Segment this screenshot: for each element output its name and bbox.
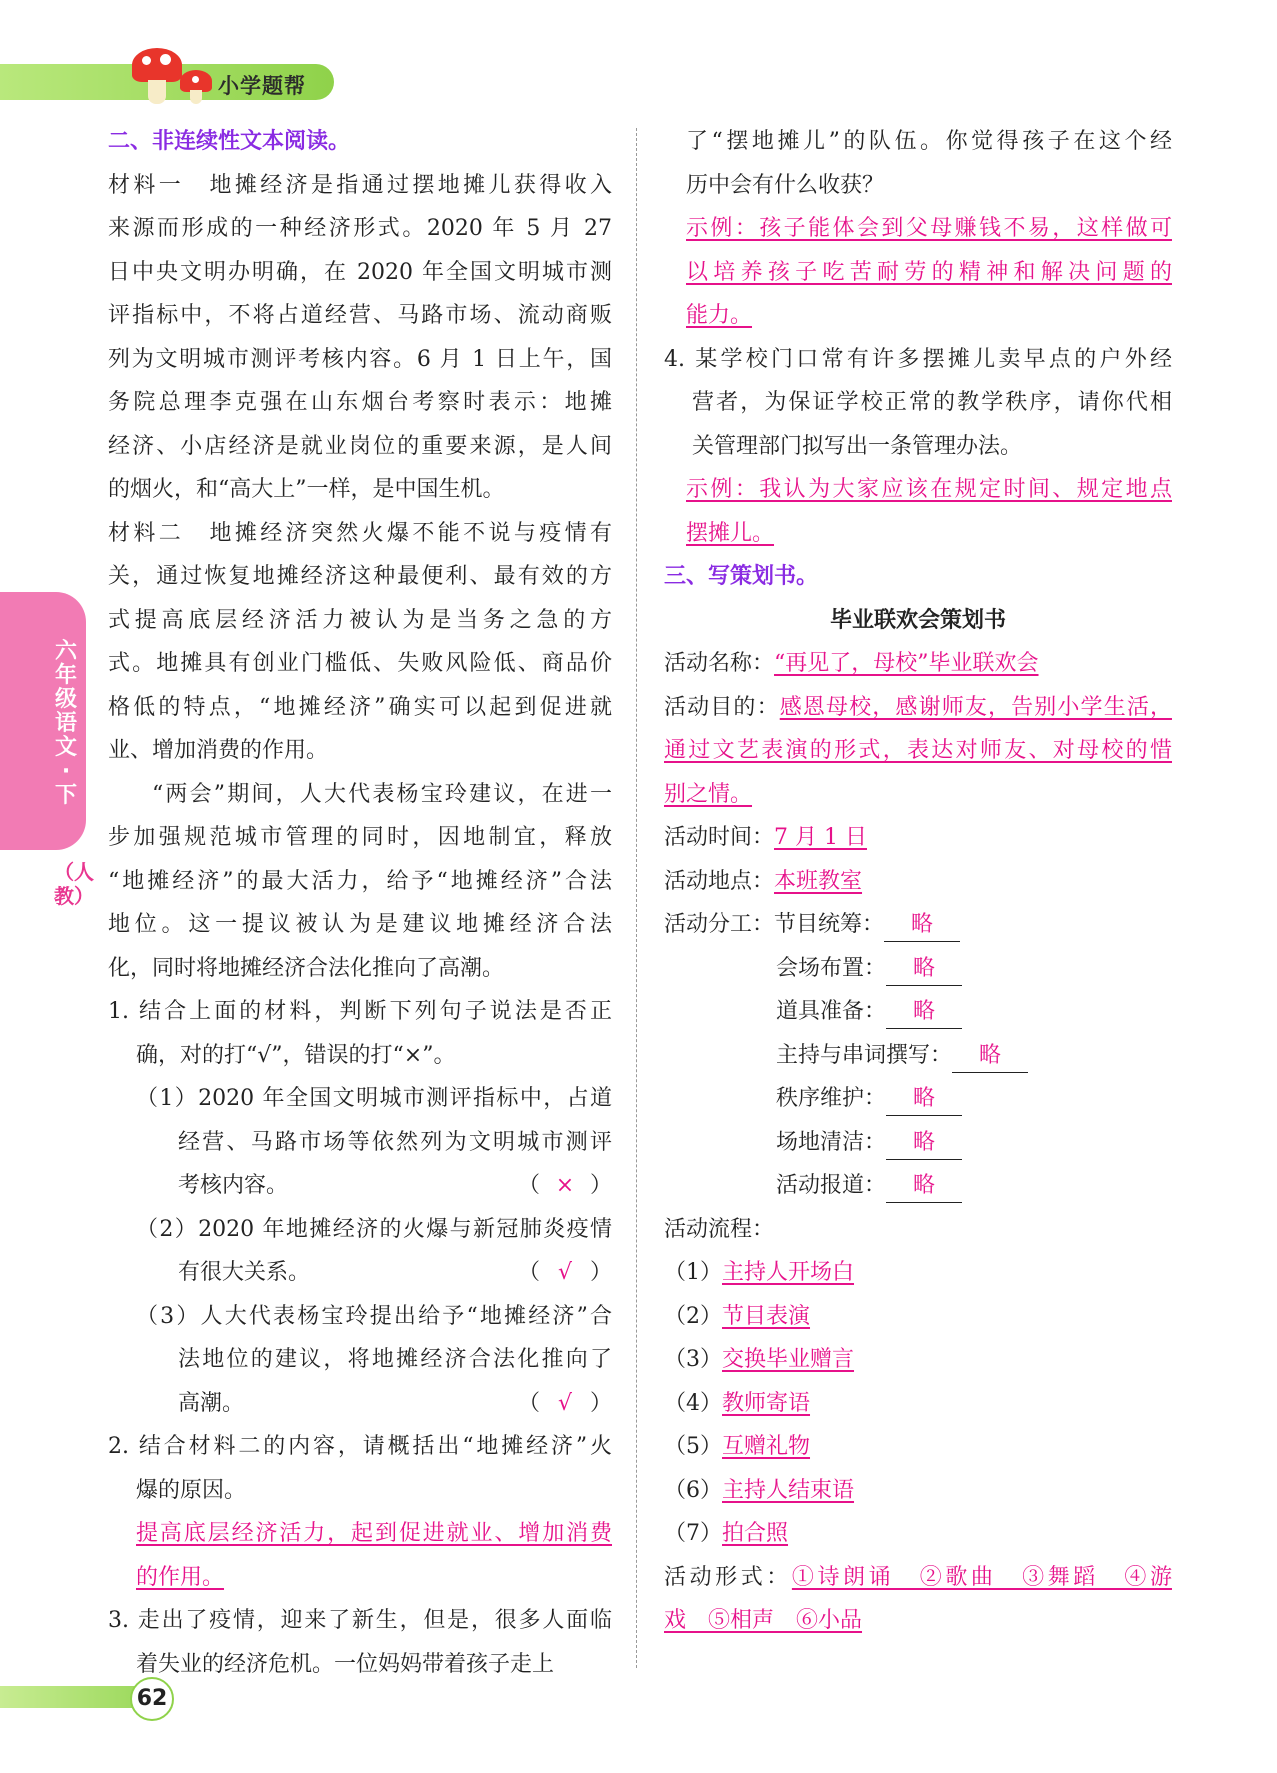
activity-time-value: 7 月 1 日 (774, 825, 867, 850)
activity-flow-label: 活动流程： (664, 1216, 775, 1242)
purpose-text: 通过文艺表演的形式，表达对师友、对母校的惜 (664, 738, 1172, 763)
role-label: 主持与串词撰写： (776, 1042, 953, 1068)
role-row (664, 1034, 1172, 1078)
material-1-line: 的烟火，和“高大上”一样，是中国生机。 (108, 477, 505, 502)
material-2-line: 关，通过恢复地摊经济这种最便利、最有效的方 (108, 564, 612, 589)
role-label: 场地清洁： (776, 1129, 887, 1155)
grade-label: 六年级语文·下 (54, 639, 77, 808)
material-2 (108, 512, 612, 773)
material-2-line: 业、增加消费的作用。 (108, 738, 329, 763)
activity-place-value: 本班教室 (774, 868, 863, 894)
material-2-line: 材料二 地摊经济突然火爆不能不说与疫情有 (108, 520, 612, 546)
flow-item (664, 1512, 1172, 1556)
flow-text: 节目表演 (722, 1303, 811, 1329)
answer-line: 示例：孩子能体会到父母赚钱不易，这样做可 (686, 216, 1172, 241)
material-1-line: 评指标中，不将占道经营、马路市场、流动商贩 (108, 303, 612, 328)
judge-item-last-row (108, 1251, 612, 1295)
flow-num: （4） (664, 1390, 722, 1416)
role-label: 会场布置： (776, 955, 887, 981)
question-2-line: 爆的原因。 (136, 1477, 247, 1503)
flow-item (664, 1469, 1172, 1513)
question-4-line: 关管理部门拟写出一条管理办法。 (692, 433, 1023, 459)
judge-item-line: 经营、马路市场等依然列为文明城市测评 (178, 1129, 612, 1155)
flow-num: （5） (664, 1434, 722, 1459)
material-3-line: 地位。这一提议被认为是建议地摊经济合法 (108, 912, 612, 937)
material-1-line: 务院总理李克强在山东烟台考察时表示：地摊 (108, 390, 612, 415)
flow-text: 主持人开场白 (722, 1260, 855, 1285)
question-1-items (108, 1077, 612, 1425)
material-1 (108, 164, 612, 512)
question-3-continued (664, 120, 1172, 207)
role-row (664, 947, 1172, 991)
material-1-line: 日中央文明办明确，在 2020 年全国文明城市测 (108, 259, 612, 285)
purpose-line (664, 729, 1172, 773)
activity-form-label: 活动形式： (664, 1564, 792, 1590)
purpose-line (664, 686, 1172, 730)
mushroom-logo-icon (128, 44, 218, 106)
purpose-text: 感恩母校，感谢师友，告别小学生活， (779, 694, 1172, 720)
form-text: ①诗朗诵 ②歌曲 ③舞蹈 ④游 (791, 1564, 1172, 1590)
question-1-line: 1. 结合上面的材料，判断下列句子说法是否正 (108, 999, 612, 1024)
flow-item (664, 1295, 1172, 1339)
judge-item-line: （2）2020 年地摊经济的火爆与新冠肺炎疫情 (136, 1216, 612, 1242)
question-4-answer (664, 468, 1172, 555)
activity-purpose (664, 686, 1172, 817)
material-3-line: “地摊经济”的最大活力，给予“地摊经济”合法 (108, 868, 612, 894)
activity-place-row (664, 860, 1172, 904)
role-row (664, 1121, 1172, 1165)
flow-num: （3） (664, 1347, 722, 1372)
question-2 (108, 1425, 612, 1512)
question-3-line: 着失业的经济危机。一位妈妈带着孩子走上 (136, 1651, 555, 1677)
material-3-line: “两会”期间，人大代表杨宝玲建议，在进一 (152, 781, 612, 807)
role-value: 略 (886, 996, 962, 1029)
judge-item-last-text: 考核内容。 (178, 1173, 289, 1198)
activity-time-row (664, 816, 1172, 860)
role-label: 活动报道： (776, 1173, 887, 1198)
plan-title: 毕业联欢会策划书 (829, 607, 1006, 633)
role-label: 秩序维护： (776, 1086, 887, 1111)
role-row (664, 903, 1172, 947)
question-3-cont-line: 历中会有什么收获？ (686, 172, 885, 198)
judge-item-line: 法地位的建议，将地摊经济合法化推向了 (178, 1347, 612, 1372)
flow-item (664, 1382, 1172, 1426)
role-row (664, 990, 1172, 1034)
activity-flow-list (664, 1251, 1172, 1556)
role-value: 略 (952, 1040, 1028, 1073)
flow-item (664, 1425, 1172, 1469)
edition-label: （人教） (54, 860, 94, 908)
material-3-line: 步加强规范城市管理的同时，因地制宜，释放 (108, 825, 612, 850)
purpose-line (664, 773, 1172, 817)
question-4 (664, 338, 1172, 469)
material-1-line: 列为文明城市测评考核内容。6 月 1 日上午，国 (108, 346, 612, 372)
flow-text: 拍合照 (722, 1521, 789, 1546)
flow-item (664, 1338, 1172, 1382)
judge-mark: × (555, 1173, 575, 1198)
question-3-cont-line: 了“摆地摊儿”的队伍。你觉得孩子在这个经 (686, 129, 1172, 154)
question-4-line: 4. 某学校门口常有许多摆摊儿卖早点的户外经 (664, 346, 1172, 372)
judge-item-last-text: 高潮。 (178, 1390, 245, 1416)
material-3 (108, 773, 612, 991)
role-value: 略 (884, 909, 960, 942)
question-3-line: 3. 走出了疫情，迎来了新生，但是，很多人面临 (108, 1608, 612, 1633)
flow-text: 互赠礼物 (722, 1434, 811, 1459)
role-value: 略 (886, 1170, 962, 1203)
answer-line: 摆摊儿。 (686, 520, 775, 546)
role-value: 略 (886, 953, 962, 986)
question-4-line: 营者，为保证学校正常的教学秩序，请你代相 (692, 390, 1172, 415)
activity-name-value: “再见了，母校”毕业联欢会 (774, 651, 1039, 676)
question-3-answer (664, 207, 1172, 338)
flow-text: 教师寄语 (722, 1390, 811, 1416)
section-3-title: 三、写策划书。 (664, 564, 819, 589)
judge-item-line: （3）人大代表杨宝玲提出给予“地摊经济”合 (136, 1303, 612, 1329)
role-row (664, 1077, 1172, 1121)
activity-place-label: 活动地点： (664, 868, 775, 894)
answer-line: 的作用。 (136, 1564, 225, 1590)
purpose-text: 别之情。 (664, 781, 753, 807)
judge-item-last-text: 有很大关系。 (178, 1260, 311, 1285)
left-column (108, 120, 612, 1686)
page-number: 62 (130, 1677, 174, 1721)
column-divider (636, 128, 637, 1668)
judge-item-line: （1）2020 年全国文明城市测评指标中，占道 (136, 1086, 612, 1111)
judge-bracket: （ √ ） (518, 1382, 612, 1426)
answer-line: 提高底层经济活力，起到促进就业、增加消费 (136, 1521, 612, 1546)
activity-name-label: 活动名称： (664, 651, 775, 676)
question-2-line: 2. 结合材料二的内容，请概括出“地摊经济”火 (108, 1434, 612, 1459)
role-row (664, 1164, 1172, 1208)
material-2-line: 格低的特点，“地摊经济”确实可以起到促进就 (108, 694, 612, 720)
judge-mark: √ (557, 1260, 572, 1285)
footer-bar (0, 1686, 150, 1708)
form-text: 戏 ⑤相声 ⑥小品 (664, 1608, 863, 1633)
flow-num: （7） (664, 1521, 722, 1546)
material-1-line: 经济、小店经济是就业岗位的重要来源，是人间 (108, 433, 612, 459)
judge-item-last-row (108, 1382, 612, 1426)
judge-bracket: （ × ） (518, 1164, 612, 1208)
material-1-line: 来源而形成的一种经济形式。2020 年 5 月 27 (108, 216, 612, 241)
material-1-line: 材料一 地摊经济是指通过摆地摊儿获得收入 (108, 172, 612, 198)
question-3 (108, 1599, 612, 1686)
flow-num: （1） (664, 1260, 722, 1285)
judge-bracket: （ √ ） (518, 1251, 612, 1295)
material-2-line: 式。地摊具有创业门槛低、失败风险低、商品价 (108, 651, 612, 676)
judge-item-last-row (108, 1164, 612, 1208)
form-line (664, 1599, 1172, 1643)
activity-form (664, 1556, 1172, 1643)
flow-text: 交换毕业赠言 (722, 1347, 855, 1372)
right-column (664, 120, 1172, 1643)
role-label: 节目统筹： (774, 912, 885, 937)
answer-line: 能力。 (686, 303, 753, 328)
material-2-line: 式提高底层经济活力被认为是当务之急的方 (108, 607, 612, 633)
role-label: 道具准备： (776, 999, 887, 1024)
form-line (664, 1556, 1172, 1600)
judge-mark: √ (557, 1390, 572, 1416)
role-value: 略 (886, 1127, 962, 1160)
header-title: 小学题帮 (218, 74, 306, 98)
activity-division (664, 903, 1172, 1208)
flow-num: （6） (664, 1477, 722, 1503)
activity-purpose-label: 活动目的： (664, 694, 780, 720)
flow-text: 主持人结束语 (722, 1477, 855, 1503)
answer-line: 示例：我认为大家应该在规定时间、规定地点 (686, 477, 1172, 502)
question-1 (108, 990, 612, 1077)
question-1-line: 确，对的打“√”，错误的打“×”。 (136, 1042, 456, 1068)
activity-division-label: 活动分工： (664, 912, 775, 937)
question-2-answer (108, 1512, 612, 1599)
flow-item (664, 1251, 1172, 1295)
activity-time-label: 活动时间： (664, 825, 775, 850)
activity-name-row (664, 642, 1172, 686)
flow-num: （2） (664, 1303, 722, 1329)
answer-line: 以培养孩子吃苦耐劳的精神和解决问题的 (686, 259, 1172, 285)
material-3-line: 化，同时将地摊经济合法化推向了高潮。 (108, 955, 505, 981)
role-value: 略 (886, 1083, 962, 1116)
section-2-title: 二、非连续性文本阅读。 (108, 129, 351, 154)
